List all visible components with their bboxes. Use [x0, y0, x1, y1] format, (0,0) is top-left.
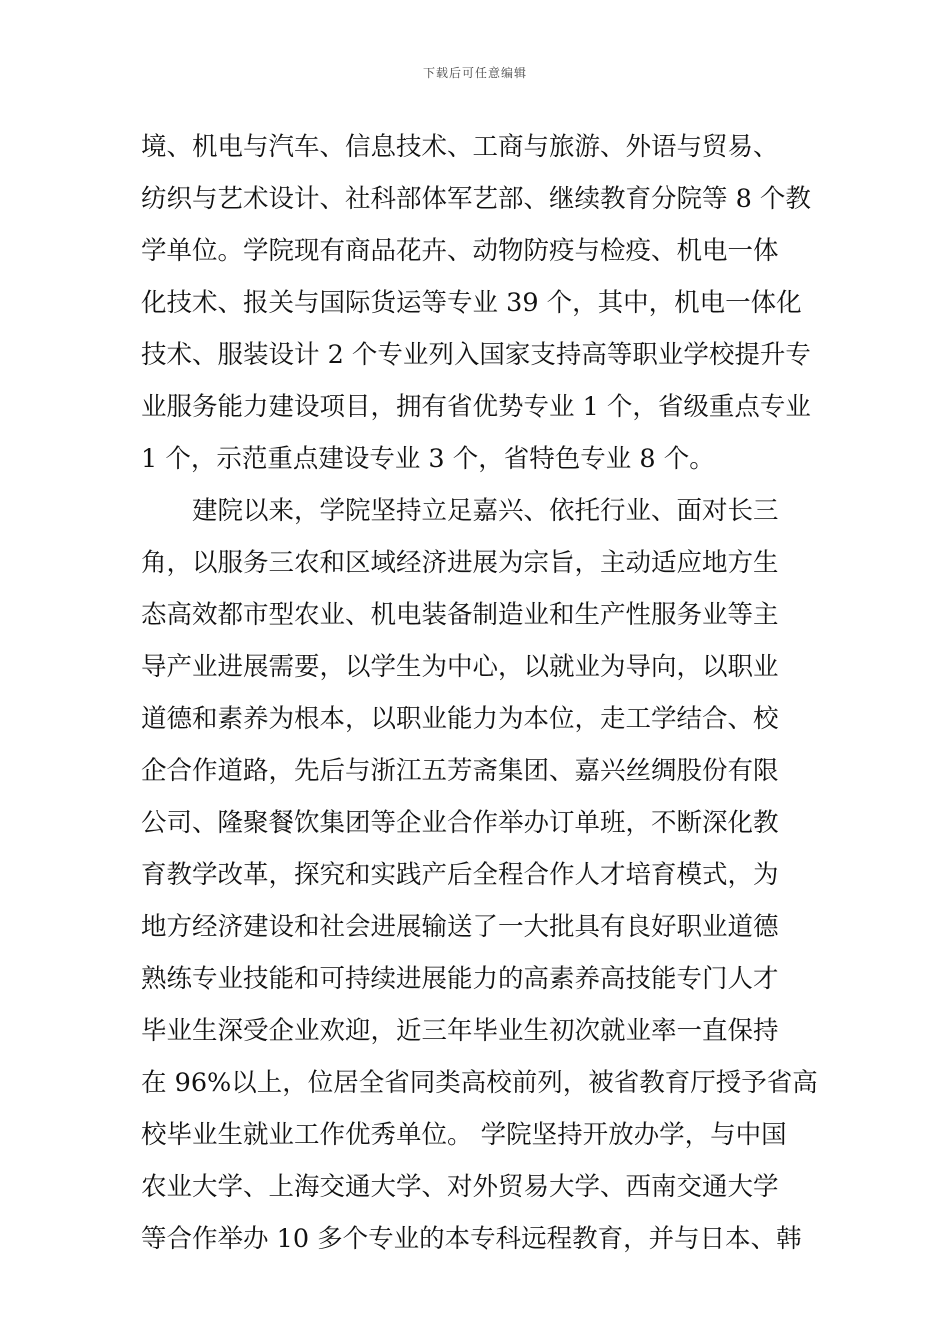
text-line: 育教学改革，探究和实践产后全程合作人才培育模式，为: [141, 860, 779, 890]
text-line: 公司、隆聚餐饮集团等企业合作举办订单班，不断深化教: [141, 808, 779, 838]
body-text: [141, 121, 821, 1265]
text-line: 1 个，示范重点建设专业 3 个，省特色专业 8 个。: [141, 444, 715, 474]
text-line: 建院以来，学院坚持立足嘉兴、依托行业、面对长三: [141, 496, 779, 526]
text-line: 校毕业生就业工作优秀单位。 学院坚持开放办学，与中国: [141, 1120, 787, 1150]
text-line: 导产业进展需要，以学生为中心，以就业为导向，以职业: [141, 652, 779, 682]
text-line: 业服务能力建设项目，拥有省优势专业 1 个，省级重点专业: [141, 392, 811, 422]
text-line: 化技术、报关与国际货运等专业 39 个，其中，机电一体化: [141, 288, 802, 318]
text-line: 境、机电与汽车、信息技术、工商与旅游、外语与贸易、: [141, 132, 779, 162]
text-line: 企合作道路，先后与浙江五芳斋集团、嘉兴丝绸股份有限: [141, 756, 779, 786]
text-line: 地方经济建设和社会进展输送了一大批具有良好职业道德: [141, 912, 779, 942]
text-line: 等合作举办 10 多个专业的本专科远程教育，并与日本、韩: [141, 1224, 802, 1254]
text-line: 纺织与艺术设计、社科部体军艺部、继续教育分院等 8 个教: [141, 184, 811, 214]
text-line: 在 96%以上，位居全省同类高校前列，被省教育厅授予省高: [141, 1068, 818, 1098]
text-line: 态高效都市型农业、机电装备制造业和生产性服务业等主: [141, 600, 779, 630]
text-line: 农业大学、上海交通大学、对外贸易大学、西南交通大学: [141, 1172, 779, 1202]
text-line: 角，以服务三农和区域经济进展为宗旨，主动适应地方生: [141, 548, 779, 578]
text-line: 毕业生深受企业欢迎，近三年毕业生初次就业率一直保持: [141, 1016, 779, 1046]
text-line: 技术、服装设计 2 个专业列入国家支持高等职业学校提升专: [141, 340, 811, 370]
text-line: 道德和素养为根本，以职业能力为本位，走工学结合、校: [141, 704, 779, 734]
text-line: 熟练专业技能和可持续进展能力的高素养高技能专门人才: [141, 964, 779, 994]
header-note: 下载后可任意编辑: [422, 66, 527, 80]
text-line: 学单位。学院现有商品花卉、动物防疫与检疫、机电一体: [141, 236, 779, 266]
